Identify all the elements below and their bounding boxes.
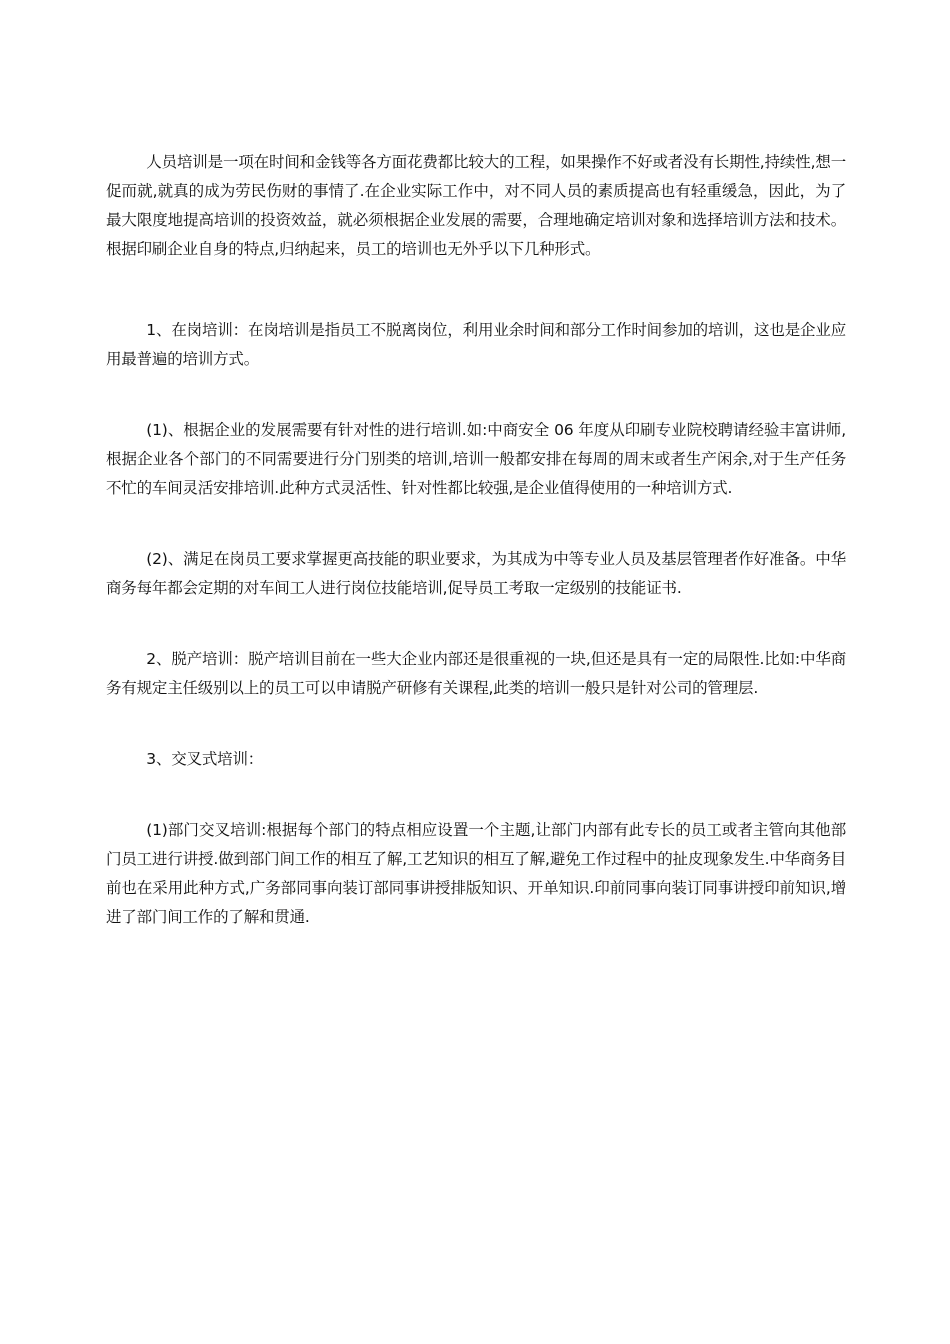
- document-body: [106, 148, 846, 932]
- intro-paragraph: 人员培训是一项在时间和金钱等各方面花费都比较大的工程，如果操作不好或者没有长期性,持续性,想一促而就,就真的成为劳民伤财的事情了.在企业实际工作中，对不同人员的素质提高也有轻重缓急，因此，为了最大限度地提高培训的投资效益，就必须根据企业发展的需要，合理地确定培训对象和选择培训方法和技术。根据印刷企业自身的特点,归纳起来，员工的培训也无外乎以下几种形式。: [106, 153, 846, 258]
- section-3-heading: 3、交叉式培训：: [146, 750, 264, 768]
- section-3-item-1-paragraph: (1)部门交叉培训:根据每个部门的特点相应设置一个主题,让部门内部有此专长的员工或者主管向其他部门员工进行讲授.做到部门间工作的相互了解,工艺知识的相互了解,避免工作过程中的扯皮现象发生.中华商务目前也在采用此种方式,广务部同事向装订部同事讲授排版知识、开单知识.印前同事向装订同事讲授印前知识,增进了部门间工作的了解和贯通.: [106, 821, 846, 926]
- section-1-item-2-paragraph: (2)、满足在岗员工要求掌握更高技能的职业要求，为其成为中等专业人员及基层管理者作好准备。中华商务每年都会定期的对车间工人进行岗位技能培训,促导员工考取一定级别的技能证书.: [106, 550, 846, 597]
- section-1-item-1-paragraph: (1)、根据企业的发展需要有针对性的进行培训.如:中商安全 06 年度从印刷专业院校聘请经验丰富讲师,根据企业各个部门的不同需要进行分门别类的培训,培训一般都安排在每周的周末或者生产闲余,对于生产任务不忙的车间灵活安排培训.此种方式灵活性、针对性都比较强,是企业值得使用的一种培训方式.: [106, 421, 846, 497]
- section-2-paragraph: 2、脱产培训：脱产培训目前在一些大企业内部还是很重视的一块,但还是具有一定的局限性.比如:中华商务有规定主任级别以上的员工可以申请脱产研修有关课程,此类的培训一般只是针对公司的管理层.: [106, 650, 846, 697]
- section-1-paragraph: 1、在岗培训：在岗培训是指员工不脱离岗位，利用业余时间和部分工作时间参加的培训，这也是企业应用最普遍的培训方式。: [106, 321, 846, 368]
